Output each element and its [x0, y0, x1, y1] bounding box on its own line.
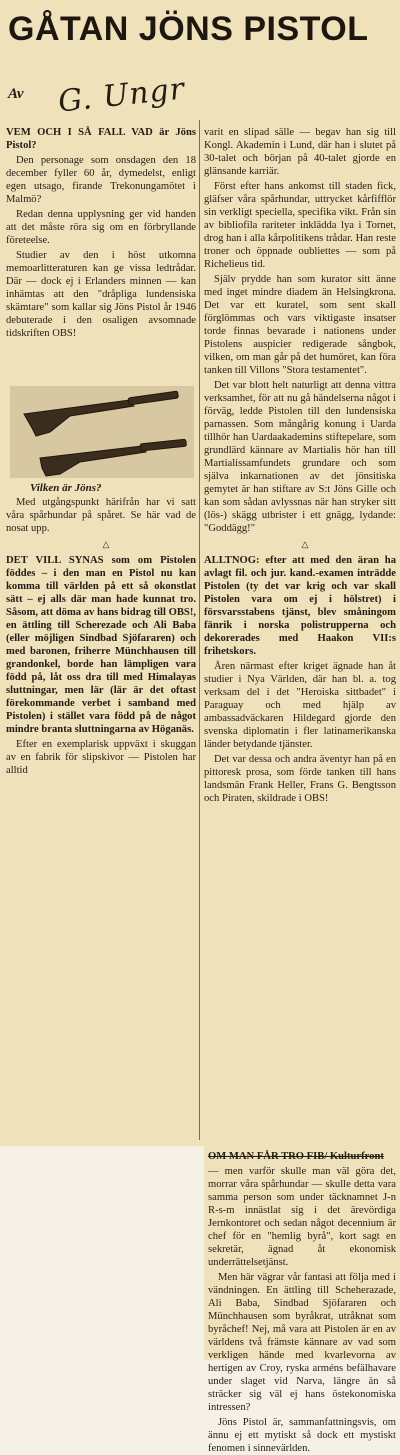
pistols-illustration	[10, 386, 194, 478]
paragraph: Den personage som onsdagen den 18 december fyller 60 år, dymedelst, enligt egen utsago, firande Trekonungamötet i Malmö?	[6, 155, 196, 205]
author-signature: G. Ungr	[56, 71, 187, 120]
paragraph: Åren närmast efter kriget ägnade han åt studier i Nya Världen, där han bl. a. tog verksam del i det "Heroiska sittbadet" i Paraguay och med hjälp av ambassadväckaren Hildegard gjorde den svenska diplomatin i fler latinamerikanska länder betydande tjänster.	[204, 661, 396, 750]
paragraph: Redan denna upplysning ger vid handen att det måste röra sig om en förbryllande företeelse.	[6, 209, 196, 246]
paragraph: Det var blott helt naturligt att denna vittra verksamhet, för att nu gå händelserna något i förväg, ledde Pistolen till den lundensiska parnassen. Som mångårig konung i Uarda tillhör han Uardaakademins stiftepelare, som grundlärd kännare av Martialis hör han till Martialissamfundets grundare och som själva inkarnationen av det jönsitiska gemytet är han stiftare av S:t Jöns Gille och kan som sådan avlyssnas när han stryker sitt (lös-) skägg utbrister i ett gnägg, lydande: "Goddägg!"	[204, 380, 396, 534]
paragraph: Efter en exemplarisk uppväxt i skuggan av en fabrik för slipskivor — Pistolen har alltid	[6, 739, 196, 776]
paragraph: Det var dessa och andra äventyr han på en pittoresk prosa, som förde tanken till hans landsmän Frank Heller, Frans G. Bengtsson och Piraten, skildrade i OBS!	[204, 754, 396, 804]
byline: Av	[8, 86, 24, 102]
paragraph: △	[102, 539, 110, 549]
paragraph: Själv prydde han som kurator sitt änne med inget mindre diadem än Helsingkrona. Det var ett kuratel, som sent skall förglömmas och vars viktigaste insatser torde finnas bevarade i nationens under Pistolens auspicier redigerade sångbok, vilken, om man går på det humöret, kan föra tanken till Villons "Stora testamentet".	[204, 274, 396, 376]
column-divider	[199, 120, 200, 1140]
photo-caption: Vilken är Jöns?	[30, 482, 102, 494]
column-a-continued	[6, 496, 196, 1146]
paragraph: Jöns Pistol är, sammanfattningsvis, om ännu ej ett mytiskt så dock ett mystiskt fenomen i sinnevärlden.	[208, 1417, 396, 1454]
paragraph: △	[301, 539, 309, 549]
paragraph: Men här vägrar vår fantasi att följa med i vändningen. En ättling till Scheherazade, Ali Baba, Sindbad Sjöfararen och Münchhausen som byråkrat, utråknat som byråchef! Nej, må vara att Pistolen är en av världens två främste kännare av vad som verkligen hände med kvarlevorna av hertigen av Croy, ryska arméns befälhavare under slaget vid Narva, längre än så sträcker sig väl ej hans östekonomiska intressen?	[208, 1272, 396, 1413]
paragraph: Först efter hans ankomst till staden fick, gläfser våra spårhundar, uttrycket kårfifflör sin verkligt speciella, specifika vikt. Från sin av bibliofila rariteter inklädda lya i Tornet, drog han i alla kårpolitikens trådar. Han reste troner och öppnade oubliettes — som på Richelieus tid.	[204, 181, 396, 270]
paragraph: — men varför skulle man väl göra det, morrar våra spårhundar — skulle detta vara samma person som under täcknamnet J-n R-s-m innästlat sig i det ärevördiga Jernkontoret och sedan något decennium är chef för en "hemlig byrå", kort sagt en sekretär, ägnad åt ekonomisk underrättelsetjänst.	[208, 1166, 396, 1268]
paragraph: ALLTNOG: efter att med den äran ha avlagt fil. och jur. kand.-examen inträdde Pistolen (ty det var krig och var skall Pistolen vara om ej i hölstret) i försvarsstabens tjänst, blev småningom fänrik i norska polistrupperna och dekorerades med Haakon VII:s frihetskors.	[204, 555, 396, 657]
paragraph: OM MAN FÅR TRO FIB/ Kulturfront	[208, 1151, 384, 1162]
paragraph: VEM OCH I SÅ FALL VAD är Jöns Pistol?	[6, 127, 196, 151]
paragraph: DET VILL SYNAS som om Pistolen föddes – i den man en Pistol nu kan komma till världen på ett så okonstlat sätt – ej alls där man hade kunnat tro. Såsom, att döma av hans bidrag till OBS!, en ättling till Scherezade och Ali Baba (eller möjligen Sindbad Sjöfararen) och med baronen, friherre Münchhausen till grandonkel, borde han lämpligen vara född på, låt oss dra till med Himalayas sluttningar, men lär (lär är det oftast förekommande verbet i samband med Pistolen) i stället vara född på de något mindre branta sluttningarna av Höganäs.	[6, 555, 196, 735]
paragraph: varit en slipad sälle — begav han sig till Kongl. Akademin i Lund, där han i slutet på 30-talet och början på 40-talet gjorde en glänsande karriär.	[204, 127, 396, 177]
pistols-photo	[10, 386, 194, 478]
column-a	[6, 126, 196, 426]
column-b	[204, 126, 396, 1144]
paragraph: Studier av den i höst utkomna memoarlitteraturen kan ge vissa ledtrådar. Där — dock ej i Erlanders minnen — kan inhämtas att den "dråpliga lundensiska skämtare" som kallar sig Jöns Pistol år 1946 debuterade i den osaligen avsomnade tidskriften OBS!	[6, 250, 196, 339]
column-c	[208, 1150, 396, 1454]
headline: GÅTAN JÖNS PISTOL	[8, 10, 369, 48]
paragraph: Med utgångspunkt härifrån har vi satt våra spårhundar på spåret. Se här vad de nosat upp.	[6, 497, 196, 534]
